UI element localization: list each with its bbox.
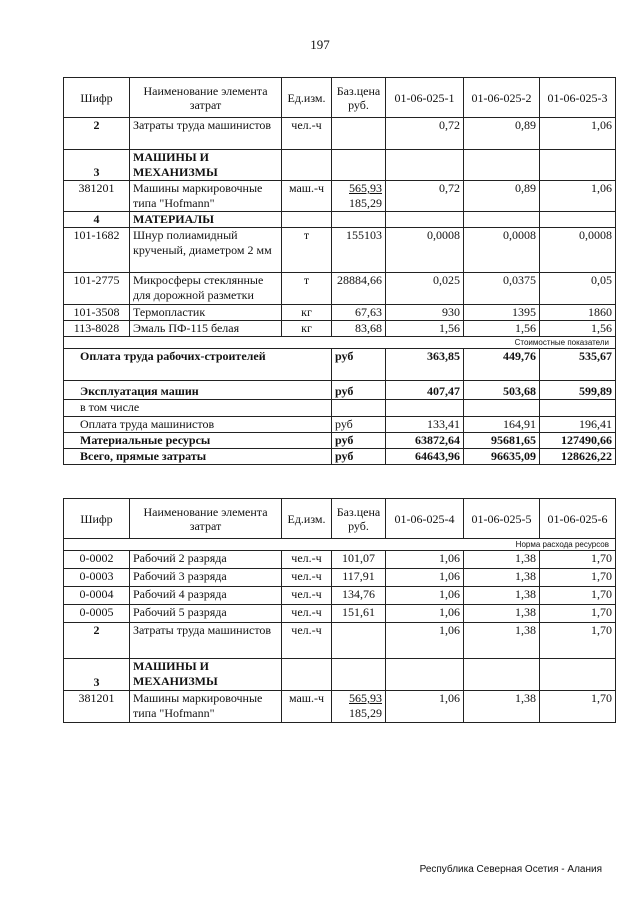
header-col-3: 01-06-025-3 bbox=[540, 78, 616, 118]
table-row: 2 Затраты труда машинистов чел.-ч 0,72 0,89 1,06 bbox=[64, 118, 616, 150]
cost-indicators-caption: Стоимостные показатели bbox=[64, 337, 616, 349]
table-row: 101-1682 Шнур полиамидный крученый, диаметром 2 мм т 155103 0,0008 0,0008 0,0008 bbox=[64, 228, 616, 273]
summary-row: Оплата труда машинистов руб 133,41 164,91 196,41 bbox=[64, 417, 616, 433]
price-value-2: 185,29 bbox=[349, 706, 382, 720]
header-col-1: 01-06-025-1 bbox=[386, 78, 464, 118]
summary-row: в том числе bbox=[64, 400, 616, 417]
table-row: 2 Затраты труда машинистов чел.-ч 1,06 1,38 1,70 bbox=[64, 623, 616, 659]
table-row: 0-0002 Рабочий 2 разряда чел.-ч 101,07 1,06 1,38 1,70 bbox=[64, 551, 616, 569]
table-header-row bbox=[64, 499, 616, 539]
resource-norm-caption: Норма расхода ресурсов bbox=[64, 539, 616, 551]
table-row-section: 3 МАШИНЫ И МЕХАНИЗМЫ bbox=[64, 659, 616, 691]
table-row: 0-0005 Рабочий 5 разряда чел.-ч 151,61 1,06 1,38 1,70 bbox=[64, 605, 616, 623]
table-row: 101-2775 Микросферы стеклянные для дорожной разметки т 28884,66 0,025 0,0375 0,05 bbox=[64, 273, 616, 305]
header-name: Наименование элемента затрат bbox=[130, 78, 282, 118]
caption-row bbox=[64, 337, 616, 349]
header-price: Баз.цена руб. bbox=[332, 499, 386, 539]
cost-table-2 bbox=[63, 498, 616, 723]
summary-row-total: Всего, прямые затраты руб 64643,96 96635,09 128626,22 bbox=[64, 449, 616, 465]
header-code: Шифр bbox=[64, 499, 130, 539]
header-col-5: 01-06-025-5 bbox=[464, 499, 540, 539]
cost-table-1 bbox=[63, 77, 616, 465]
footer-region: Республика Северная Осетия - Алания bbox=[419, 864, 602, 875]
table-row: 101-3508 Термопластик кг 67,63 930 1395 1860 bbox=[64, 305, 616, 321]
table-row: 381201 Машины маркировочные типа "Hofmann" маш.-ч 565,93 185,29 0,72 0,89 1,06 bbox=[64, 181, 616, 212]
summary-row: Оплата труда рабочих-строителей руб 363,85 449,76 535,67 bbox=[64, 349, 616, 381]
price-value: 565,93 bbox=[349, 691, 382, 705]
price-value-2: 185,29 bbox=[349, 196, 382, 210]
table-row: 0-0003 Рабочий 3 разряда чел.-ч 117,91 1,06 1,38 1,70 bbox=[64, 569, 616, 587]
header-unit: Ед.изм. bbox=[282, 78, 332, 118]
header-col-2: 01-06-025-2 bbox=[464, 78, 540, 118]
price-value: 565,93 bbox=[349, 181, 382, 195]
header-price: Баз.цена руб. bbox=[332, 78, 386, 118]
header-code: Шифр bbox=[64, 78, 130, 118]
header-col-6: 01-06-025-6 bbox=[540, 499, 616, 539]
header-unit: Ед.изм. bbox=[282, 499, 332, 539]
table-row: 381201 Машины маркировочные типа "Hofmann" маш.-ч 565,93 185,29 1,06 1,38 1,70 bbox=[64, 691, 616, 723]
header-col-4: 01-06-025-4 bbox=[386, 499, 464, 539]
header-name: Наименование элемента затрат bbox=[130, 499, 282, 539]
table-header-row bbox=[64, 78, 616, 118]
table-row-section: 3 МАШИНЫ И МЕХАНИЗМЫ bbox=[64, 150, 616, 181]
table-row-section: 4 МАТЕРИАЛЫ bbox=[64, 212, 616, 228]
summary-row: Эксплуатация машин руб 407,47 503,68 599,89 bbox=[64, 381, 616, 400]
caption-row bbox=[64, 539, 616, 551]
summary-row: Материальные ресурсы руб 63872,64 95681,65 127490,66 bbox=[64, 433, 616, 449]
table-row: 0-0004 Рабочий 4 разряда чел.-ч 134,76 1,06 1,38 1,70 bbox=[64, 587, 616, 605]
table-row: 113-8028 Эмаль ПФ-115 белая кг 83,68 1,56 1,56 1,56 bbox=[64, 321, 616, 337]
page-number: 197 bbox=[310, 37, 330, 52]
